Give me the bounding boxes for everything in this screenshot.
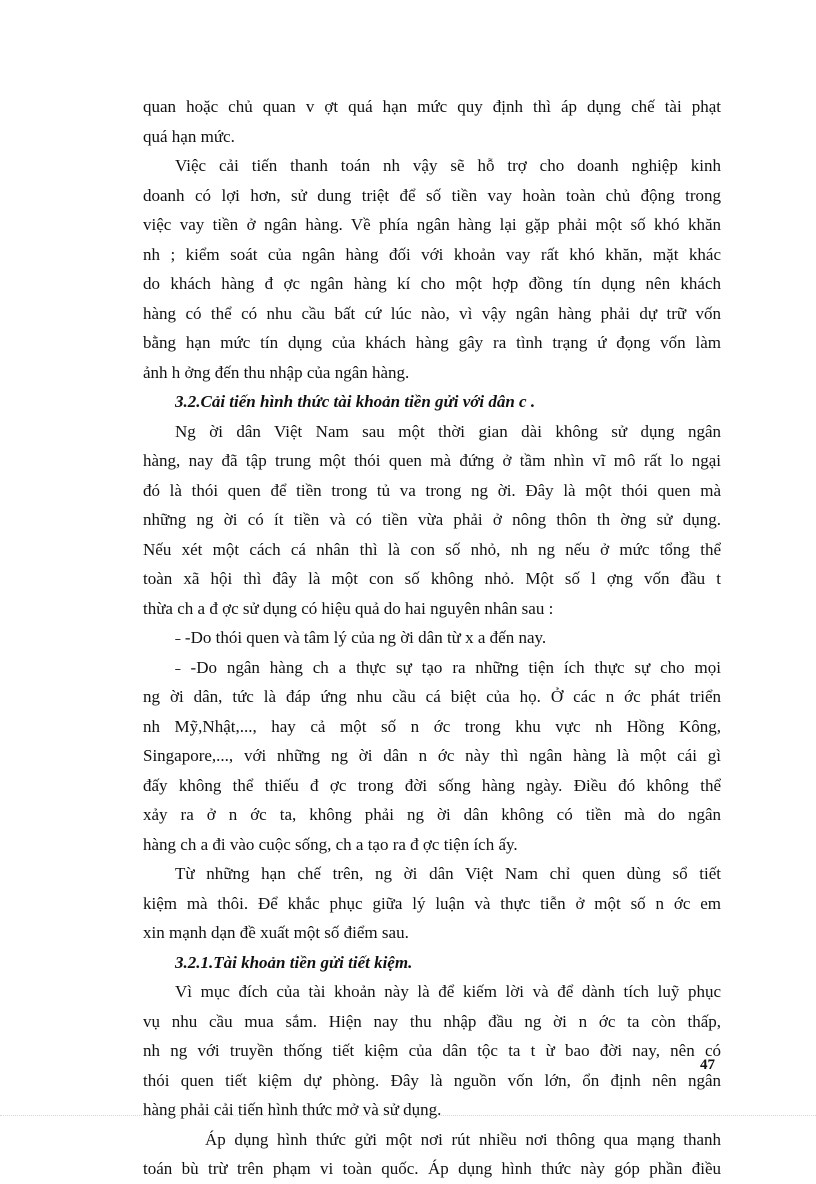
text-line: hàng ch a đi vào cuộc sống, ch a tạo ra đ ợc tiện ích ấy. (143, 834, 518, 854)
text-line: doanh có lợi hơn, sử dung triệt để số tiền vay hoàn toàn chủ động trong (143, 185, 721, 205)
text-line: đấy không thể thiếu đ ợc trong đời sống hàng ngày. Điều đó không thể (143, 775, 721, 795)
text-line: toàn xã hội thì đây là một con số không nhỏ. Một số l ợng vốn đầu t (143, 569, 721, 588)
text-line: Việc cải tiến thanh toán nh vậy sẽ hỗ trợ cho doanh nghiệp kinh (175, 156, 721, 175)
text-line: đó là thói quen để tiền trong tủ va trong ng ời. Đây là một thói quen mà (143, 480, 721, 500)
text-line: xin mạnh dạn đề xuất một số điểm sau. (143, 923, 409, 942)
text-line: hàng, nay đã tập trung một thói quen mà đứng ở tầm nhìn vĩ mô rất lo ngại (143, 451, 721, 470)
text-line: Áp dụng hình thức gửi một nơi rút nhiều nơi thông qua mạng thanh (205, 1129, 721, 1149)
page-number: 47 (700, 1057, 715, 1073)
body-text (143, 92, 721, 1184)
text-line: thói quen tiết kiệm dự phòng. Đây là nguồn vốn lớn, ổn định nên ngân (143, 1070, 721, 1090)
text-line: toán bù trừ trên phạm vi toàn quốc. Áp dụng hình thức này góp phần điều (143, 1159, 721, 1178)
text-line: ˗ -Do thói quen và tâm lý của ng ời dân từ x a đến nay. (175, 628, 547, 647)
text-line: nh ng với truyền thống tiết kiệm của dân tộc ta t ừ bao đời nay, nên có (143, 1041, 721, 1060)
text-line: nh Mỹ,Nhật,..., hay cả một số n ớc trong khu vực nh Hồng Kông, (143, 716, 721, 736)
footer-divider (0, 1115, 816, 1117)
text-line: ảnh h ởng đến thu nhập của ngân hàng. (143, 362, 410, 382)
text-line: quá hạn mức. (143, 126, 235, 146)
text-line: vụ nhu cầu mua sắm. Hiện nay thu nhập đầu ng ời n ớc ta còn thấp, (143, 1011, 721, 1031)
text-line: hàng phải cải tiến hình thức mở và sử dụng. (143, 1100, 442, 1119)
text-line: Singapore,..., với những ng ời dân n ớc này thì ngân hàng là một cái gì (143, 746, 721, 765)
text-line: Từ những hạn chế trên, ng ời dân Việt Nam chỉ quen dùng sổ tiết (175, 864, 721, 883)
text-line: do khách hàng đ ợc ngân hàng kí cho một hợp đồng tín dụng nên khách (143, 274, 721, 293)
text-line: nh ; kiểm soát của ngân hàng đối với khoản vay rất khó khăn, mặt khác (143, 244, 721, 264)
text-line: quan hoặc chủ quan v ợt quá hạn mức quy định thì áp dụng chế tài phạt (143, 97, 721, 116)
section-heading: 3.2.1.Tài khoản tiền gửi tiết kiệm. (175, 952, 413, 972)
text-line: Nếu xét một cách cá nhân thì là con số nhỏ, nh ng nếu ở mức tổng thể (143, 539, 721, 559)
text-line: ng ời dân, tức là đáp ứng nhu cầu cá biệt của họ. Ở các n ớc phát triển (143, 687, 721, 706)
text-line: việc vay tiền ở ngân hàng. Về phía ngân hàng lại gặp phải một số khó khăn (143, 215, 721, 234)
text-line: xảy ra ở n ớc ta, không phải ng ời dân không có tiền mà do ngân (143, 805, 721, 824)
text-line: kiệm mà thôi. Để khắc phục giữa lý luận và thực tiễn ở một số n ớc em (143, 893, 721, 913)
text-line: hàng có thể có nhu cầu bất cứ lúc nào, vì vậy ngân hàng phải dự trữ vốn (143, 303, 721, 323)
text-line: Ng ời dân Việt Nam sau một thời gian dài không sử dụng ngân (175, 421, 721, 441)
text-line: Vì mục đích của tài khoản này là để kiếm lời và để dành tích luỹ phục (175, 982, 721, 1001)
text-line: những ng ời có ít tiền và có tiền vừa phải ở nông thôn th ờng sử dụng. (143, 510, 721, 529)
text-line: ˗ -Do ngân hàng ch a thực sự tạo ra những tiện ích thực sự cho mọi (175, 657, 721, 677)
text-line: bằng hạn mức tín dụng của khách hàng gây ra tình trạng ứ đọng vốn làm (143, 333, 721, 352)
text-line: thừa ch a đ ợc sử dụng có hiệu quả do hai nguyên nhân sau : (143, 598, 554, 618)
section-heading: 3.2.Cải tiến hình thức tài khoản tiền gửi với dân c . (175, 392, 536, 411)
